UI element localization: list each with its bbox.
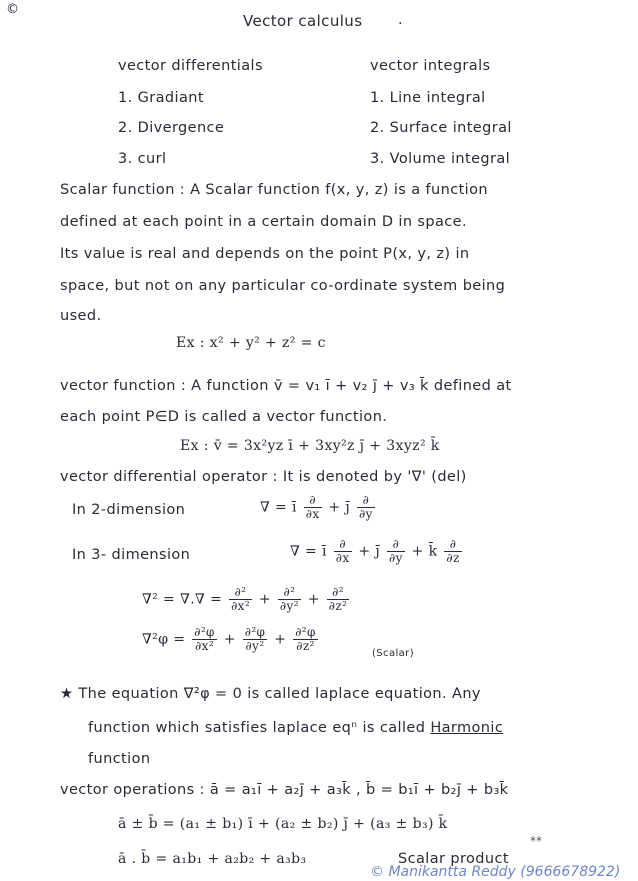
laplacian-equation: ∇² = ∇.∇ = $\frac{\text{∂²}}{\text{∂x²}}$ + $\frac{\text{∂²}}{\text{∂y²}}$ + $\frac{\text{∂²}}{\text{∂z²}}$: [142, 585, 348, 613]
scalar-line: space, but not on any particular co-ordinate system being: [60, 278, 506, 294]
scalar-line: used.: [60, 308, 102, 324]
title-dot: .: [398, 12, 404, 28]
list-right-item: 2. Surface integral: [370, 120, 512, 136]
scalar-example: Ex : x² + y² + z² = c: [176, 335, 326, 351]
dim2-equation: ∇ = ī $\frac{\partial}{\partial x}$ + j̄ $\frac{\partial}{\partial y}$: [260, 493, 373, 521]
watermark: © Manikantta Reddy (9666678922): [370, 864, 621, 880]
list-left-item: 2. Divergence: [118, 120, 225, 136]
list-left-item: 3. curl: [118, 151, 167, 167]
list-right-item: 3. Volume integral: [370, 151, 511, 167]
scalar-product-label: Scalar product: [398, 851, 509, 867]
vector-line: each point P∈D is called a vector function.: [60, 409, 388, 425]
harmonic-word: Harmonic: [430, 720, 504, 736]
vector-line: vector function : A function v̄ = v₁ ī + v₂ j̄ + v₃ k̄ defined at: [60, 378, 512, 394]
list-right-heading: vector integrals: [370, 58, 491, 74]
scalar-line: Scalar function : A Scalar function f(x, y, z) is a function: [60, 182, 488, 198]
list-left-item: 1. Gradiant: [118, 90, 204, 106]
scalar-line: defined at each point in a certain domain D in space.: [60, 214, 467, 230]
laplace-line: ★ The equation ∇²φ = 0 is called laplace equation. Any: [60, 686, 481, 702]
operations-line: vector operations : ā = a₁ī + a₂j̄ + a₃k̄ , b̄ = b₁ī + b₂j̄ + b₃k̄: [60, 782, 509, 798]
product-stars: **: [530, 834, 542, 848]
vector-example: Ex : v̄ = 3x²yz ī + 3xy²z j̄ + 3xyz² k̄: [180, 438, 440, 454]
operations-sum: ā ± b̄ = (a₁ ± b₁) ī + (a₂ ± b₂) j̄ + (a₃ ± b₃) k̄: [118, 816, 448, 832]
operator-line: vector differential operator : It is denoted by '∇' (del): [60, 469, 467, 485]
page-title: Vector calculus: [243, 12, 363, 30]
list-right-item: 1. Line integral: [370, 90, 486, 106]
laplace-line: function: [88, 751, 151, 767]
dim3-label: In 3- dimension: [72, 547, 191, 563]
scalar-note: (Scalar): [372, 648, 414, 659]
scalar-line: Its value is real and depends on the point P(x, y, z) in: [60, 246, 470, 262]
laplacian-phi-equation: ∇²φ = $\frac{\text{∂²φ}}{\text{∂x²}}$ + $\frac{\text{∂²φ}}{\text{∂y²}}$ + $\frac{\text{∂²φ}}{\text{∂z²}}$: [142, 625, 316, 653]
list-left-heading: vector differentials: [118, 58, 263, 74]
dim3-equation: ∇ = ī $\frac{\partial}{\partial x}$ + j̄ $\frac{\partial}{\partial y}$ + k̄ $\frac{\partial}{\partial z}$: [290, 537, 460, 565]
corner-mark: ©: [6, 2, 20, 17]
operations-dot: ā . b̄ = a₁b₁ + a₂b₂ + a₃b₃: [118, 851, 307, 867]
dim2-label: In 2-dimension: [72, 502, 186, 518]
laplace-line: function which satisfies laplace eqⁿ is called Harmonic: [88, 720, 504, 736]
